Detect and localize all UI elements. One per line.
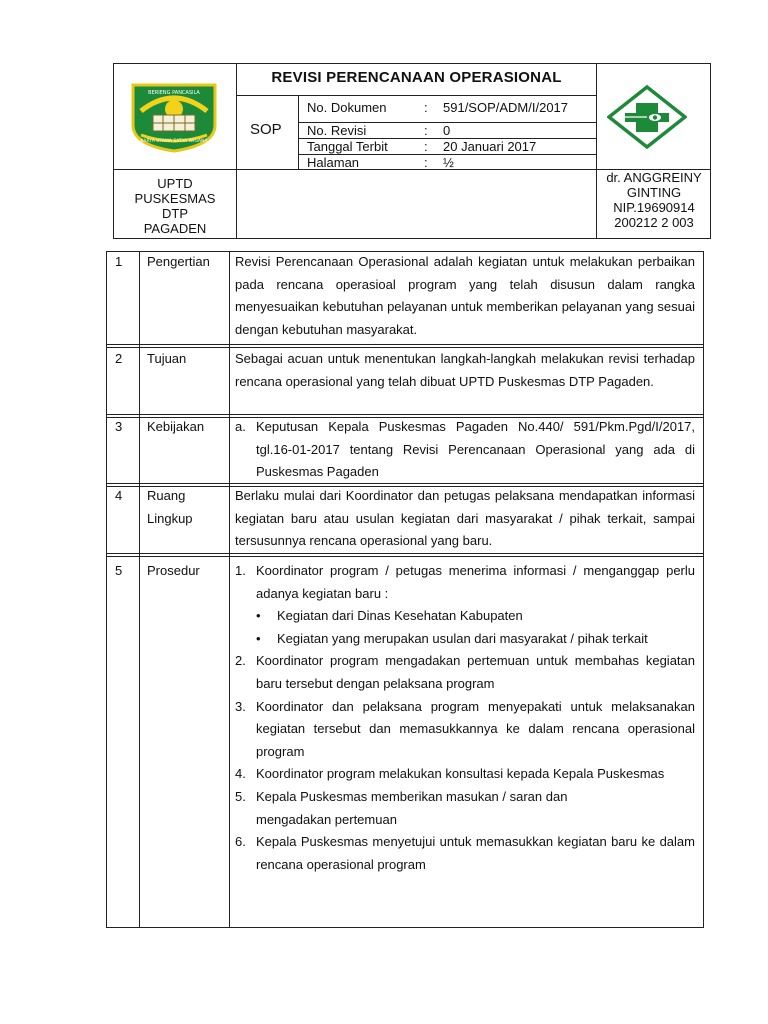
meta-sep: : xyxy=(424,123,428,138)
row-number: 4 xyxy=(115,488,123,503)
step-text: Kepala Puskesmas memberikan masukan / saran dan mengadakan pertemuan xyxy=(256,788,568,827)
sub-item-text: Kegiatan dari Dinas Kesehatan Kabupaten xyxy=(277,608,523,624)
sop-label: SOP xyxy=(250,121,282,138)
row-label: Ruang Lingkup xyxy=(147,488,193,526)
meta-value: 591/SOP/ADM/I/2017 xyxy=(443,100,569,115)
svg-text:BERIENG PANCASILA: BERIENG PANCASILA xyxy=(148,90,200,96)
meta-sep: : xyxy=(424,139,428,154)
sub-item xyxy=(256,605,695,628)
svg-text:KARYA UTAMA SATYA WIGANA: KARYA UTAMA SATYA WIGANA xyxy=(140,139,208,144)
puskesmas-logo xyxy=(607,85,687,149)
step-text: Koordinator program / petugas menerima informasi / menganggap perlu adanya kegiatan baru : xyxy=(256,563,695,601)
row-text: Revisi Perencanaan Operasional adalah kegiatan untuk melakukan perbaikan pada rencana operasioal program yang telah disusun dalam rangka menyesuaikan kebutuhan pelayanan untuk memberikan pelayanan yang sesuai dengan kebutuhan masyarakat. xyxy=(235,254,695,337)
row-label: Pengertian xyxy=(147,254,210,269)
row-number: 2 xyxy=(115,351,123,366)
procedure-list xyxy=(235,560,695,876)
meta-label: Tanggal Terbit xyxy=(307,139,388,154)
procedure-step xyxy=(235,650,695,695)
row-number: 3 xyxy=(115,419,123,434)
bullet-icon: • xyxy=(256,630,261,646)
step-number: 1. xyxy=(235,563,246,578)
bullet-icon: • xyxy=(256,608,261,624)
row-text: Sebagai acuan untuk menentukan langkah-langkah melakukan revisi terhadap rencana operasional yang telah dibuat UPTD Puskesmas DTP Pagaden. xyxy=(235,351,695,389)
policy-item xyxy=(235,416,695,484)
row-text: Berlaku mulai dari Koordinator dan petugas pelaksana mendapatkan informasi kegiatan baru atau usulan kegiatan dari masyarakat / pihak terkait, sampai tersusunnya rencana operasional yang baru. xyxy=(235,488,695,549)
unit-name: UPTD PUSKESMAS DTP PAGADEN xyxy=(134,176,216,236)
step-text: Koordinator program melakukan konsultasi kepada Kepala Puskesmas xyxy=(256,766,665,782)
policy-marker: a. xyxy=(235,419,246,434)
meta-sep: : xyxy=(424,155,428,170)
meta-label: No. Dokumen xyxy=(307,100,387,115)
meta-label: No. Revisi xyxy=(307,123,367,138)
row-number: 5 xyxy=(115,563,123,578)
meta-value: ½ xyxy=(443,155,454,170)
sub-item xyxy=(256,628,695,651)
row-number: 1 xyxy=(115,254,123,269)
step-number: 3. xyxy=(235,698,246,714)
step-number: 6. xyxy=(235,834,246,850)
meta-label: Halaman xyxy=(307,155,360,170)
row-label: Prosedur xyxy=(147,563,200,578)
document-title: REVISI PERENCANAAN OPERASIONAL xyxy=(271,69,562,86)
procedure-step xyxy=(235,831,695,876)
row-label: Tujuan xyxy=(147,351,187,366)
procedure-step xyxy=(235,696,695,764)
meta-value: 0 xyxy=(443,123,451,138)
step-number: 4. xyxy=(235,766,246,782)
bupati-logo xyxy=(129,81,219,153)
sub-item-text: Kegiatan yang merupakan usulan dari masyarakat / pihak terkait xyxy=(277,630,648,646)
step-sublist xyxy=(232,605,695,650)
meta-value: 20 Januari 2017 xyxy=(443,139,537,154)
step-text: Kepala Puskesmas menyetujui untuk memasukkan kegiatan baru ke dalam rencana operasional program xyxy=(256,834,695,872)
procedure-step xyxy=(235,763,695,786)
step-text: Koordinator program mengadakan pertemuan untuk membahas kegiatan baru tersebut dengan pelaksana program xyxy=(256,653,695,691)
policy-text: Keputusan Kepala Puskesmas Pagaden No.440/ 591/Pkm.Pgd/I/2017, tgl.16-01-2017 tentang Revisi Perencanaan Operasional yang ada di Puskesmas Pagaden xyxy=(256,419,695,480)
signer-block: dr. ANGGREINY GINTING NIP.19690914 200212 2 003 xyxy=(606,170,702,230)
procedure-step xyxy=(235,560,695,650)
row-label: Kebijakan xyxy=(147,419,205,434)
step-number: 2. xyxy=(235,653,246,669)
step-text: Koordinator dan pelaksana program menyepakati untuk melaksanakan kegiatan tersebut dan memasukkannya ke dalam rencana operasional program xyxy=(256,698,695,759)
meta-sep: : xyxy=(424,100,428,115)
procedure-step xyxy=(235,786,695,831)
step-number: 5. xyxy=(235,788,246,804)
